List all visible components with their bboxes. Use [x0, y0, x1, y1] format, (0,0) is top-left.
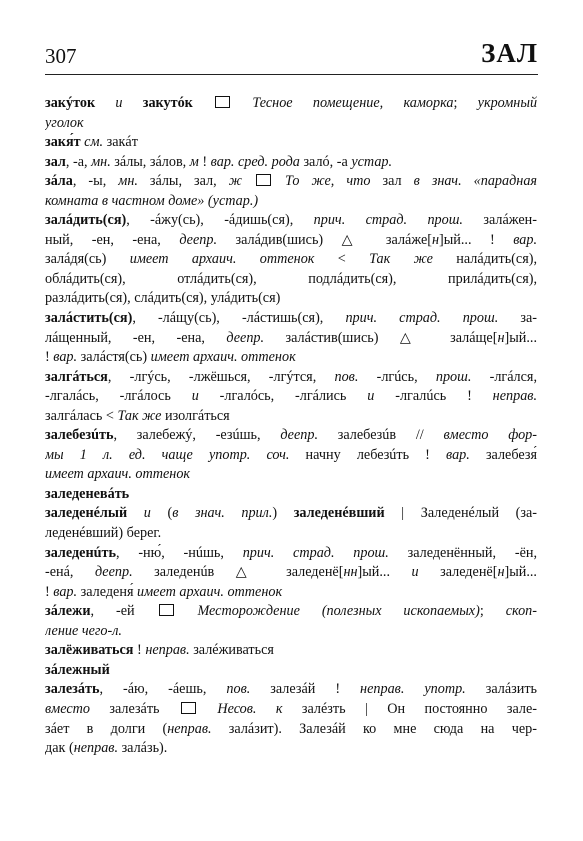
italic-label: пов. [226, 681, 251, 698]
italic-label: и [411, 564, 419, 581]
italic-label: вар. сред. рода [210, 153, 300, 170]
entry-text: залебезúв // [318, 427, 444, 444]
entry-text: ! [198, 153, 211, 170]
italic-label: вар. [446, 446, 470, 463]
entry-line [45, 309, 537, 329]
italic-label: мн. [118, 173, 138, 190]
italic-label: деепр. [94, 564, 133, 581]
entry-text: залéзть | Он постоянно зале- [282, 700, 537, 717]
entry-text: , -áю, -áешь, [99, 681, 227, 698]
headword: заледеневáть [45, 485, 130, 502]
entry-line [45, 407, 537, 427]
italic-label: вместо [45, 700, 90, 717]
italic-label: неправ. [145, 642, 190, 659]
italic-label: м [189, 153, 199, 170]
entry-line [45, 153, 537, 173]
entry-line [45, 192, 537, 212]
entry-text: леденéвший) берег. [45, 525, 162, 542]
entry-text: , -а, [65, 153, 92, 170]
entry-line [45, 211, 537, 231]
headword: заледенéлый [45, 505, 128, 522]
italic-label: То же, что [284, 173, 371, 190]
italic-label: Так же [117, 407, 162, 424]
headword: зáлежи [45, 603, 91, 620]
entry-line [45, 94, 537, 114]
entry-text: ]ый... [357, 564, 412, 581]
entry-line [45, 465, 537, 485]
entry-text: заледенё[ [418, 564, 498, 581]
entry-text: ( [150, 505, 173, 522]
headword: закя́т [45, 134, 81, 151]
entry-line [45, 524, 537, 544]
entry-line [45, 602, 537, 622]
entry-line [45, 348, 537, 368]
italic-label: Так же [369, 251, 433, 268]
entry-text: заледеня́ [77, 583, 138, 600]
headword: залёживаться [45, 642, 134, 659]
italic-label: укромный [477, 95, 537, 111]
italic-label: и [191, 388, 199, 405]
italic-label: уголок [45, 114, 84, 131]
entry-line [45, 133, 537, 153]
entry-text: , -ей [90, 603, 157, 620]
entry-text: | Заледенéлый (за- [384, 505, 537, 522]
entry-text: ]ый... [504, 564, 537, 581]
entry-line [45, 504, 537, 524]
entry-text: -лгалáсь, -лгáлось [45, 388, 192, 405]
entry-text: залáзить [465, 681, 537, 698]
entry-text: , -лáщу(сь), -лáстишь(ся), [132, 310, 346, 327]
entry-text: залéживаться [189, 642, 274, 659]
entry-text: за- [498, 310, 537, 327]
entry-text: разлáдить(ся), слáдить(ся), улáдить(ся) [45, 290, 281, 307]
entry-text: заледенúв △ заледенё[ [132, 564, 344, 581]
italic-label: ж [228, 173, 242, 190]
entry-line [45, 250, 537, 270]
entry-text: налáдить(ся), [432, 251, 537, 268]
italic-label: н [497, 329, 505, 346]
italic-label: и [367, 388, 375, 405]
entry-text: залебезя́ [469, 446, 537, 463]
italic-label: прич. страд. прош. [313, 212, 463, 229]
entry-text: ]ый... [504, 329, 537, 346]
headword: заледенéвший [293, 505, 385, 522]
entry-text: закáт [103, 134, 138, 151]
entry-text: ный, -ен, -ена, [45, 231, 180, 248]
headword: закýток [45, 95, 96, 111]
entry-text: ]ый... ! [439, 231, 514, 248]
italic-label: деепр. [280, 427, 318, 444]
italic-label: Тесное помещение, каморка [252, 95, 454, 111]
entry-text: зáлы, зал, [137, 173, 229, 190]
entry-text: залезáй ! [250, 681, 361, 698]
entry-text: -лгáлся, [471, 368, 537, 385]
italic-label: деепр. [226, 329, 265, 346]
running-head-word: ЗАЛ [481, 38, 538, 68]
entry-text: , -ы, [72, 173, 119, 190]
headword: залáдить(ся) [45, 212, 127, 229]
entry-text: зáет в долги ( [45, 720, 168, 737]
entry-line [45, 270, 537, 290]
italic-label: н [497, 564, 505, 581]
entry-text: начну лебезúть ! [289, 446, 447, 463]
italic-label: комната в частном доме» (устар.) [45, 192, 259, 209]
italic-label: деепр. [179, 231, 218, 248]
entry-text [95, 95, 115, 111]
entry-text [273, 173, 285, 189]
entry-line [45, 368, 537, 388]
entry-text: залó, -а [299, 153, 352, 170]
entry-text: лáщенный, -ен, -ена, [45, 329, 227, 346]
italic-label: устар. [351, 153, 393, 170]
entry-text: залезáть [89, 700, 179, 717]
entry-text: ! [133, 642, 146, 659]
italic-label: вар. [513, 231, 537, 248]
entry-line [45, 485, 537, 505]
italic-label: и [115, 95, 123, 111]
entry-text [127, 505, 144, 521]
italic-label: мн. [91, 153, 111, 170]
italic-label: скоп- [505, 603, 537, 620]
headword: залебезúть [45, 427, 114, 444]
entry-text: залáстя(сь) [77, 349, 151, 366]
entry-line [45, 680, 537, 700]
entry-text: < [314, 251, 370, 268]
entry-text: залáзь). [118, 740, 168, 757]
entry-text [193, 95, 213, 111]
entry-text: заледенённый, -ён, [388, 544, 537, 561]
entry-text [176, 603, 198, 619]
page-header [45, 38, 538, 75]
entry-line [45, 720, 537, 740]
italic-label: неправ. употр. [360, 681, 466, 698]
headword: залгáться [45, 368, 108, 385]
entry-line [45, 426, 537, 446]
italic-label: нн [343, 564, 358, 581]
entry-line [45, 329, 537, 349]
entry-line [45, 544, 537, 564]
entry-line [45, 700, 537, 720]
entry-text: залáжен- [462, 212, 537, 229]
italic-label: н [431, 231, 440, 248]
entry-text: зал [370, 173, 414, 190]
headword: заледенúть [45, 544, 116, 561]
entry-text: ! [45, 349, 54, 366]
entry-text: -енá, [45, 564, 95, 581]
entry-line [45, 231, 537, 251]
entry-line [45, 387, 537, 407]
entry-text: , залебежý, -езúшь, [113, 427, 281, 444]
headword: зал [45, 153, 66, 170]
entry-text: залáзит). Залезáй ко мне сюда на чер- [211, 720, 537, 737]
italic-label: прош. [435, 368, 472, 385]
entry-line [45, 446, 537, 466]
italic-label: вместо фор- [443, 427, 537, 444]
dictionary-entries [45, 94, 537, 759]
entry-text: зáлы, зáлов, [110, 153, 190, 170]
italic-label: прич. страд. прош. [242, 544, 389, 561]
entry-text: залгáлась < [45, 407, 118, 424]
italic-label: имеет архаич. оттенок [137, 583, 283, 600]
entry-text: ; [479, 603, 506, 620]
entry-line [45, 114, 537, 134]
entry-text: -лгалóсь, -лгáлись [198, 388, 368, 405]
headword: закутóк [142, 95, 193, 111]
entry-text: залáстив(шись) △ залáще[ [264, 329, 498, 346]
entry-text [122, 95, 142, 111]
italic-label: неправ. [167, 720, 212, 737]
entry-text: залáдив(шись) △ залáже[ [217, 231, 432, 248]
entry-text: дак ( [45, 740, 74, 757]
italic-label: пов. [334, 368, 359, 385]
page-number: 307 [45, 44, 77, 68]
entry-text: , -áжу(сь), -áдишь(ся), [126, 212, 314, 229]
entry-text [198, 701, 217, 717]
entry-text [242, 173, 254, 189]
entry-line [45, 739, 537, 759]
italic-label: мы 1 л. ед. чаще употр. соч. [45, 446, 290, 463]
entry-text: ) [272, 505, 294, 522]
italic-label: вар. [53, 583, 78, 600]
italic-label: в знач. «парадная [413, 173, 537, 190]
italic-label: прич. страд. прош. [345, 310, 499, 327]
entry-text: -лгúсь, [358, 368, 436, 385]
entry-text: -лгалúсь ! [374, 388, 493, 405]
italic-label: и [143, 505, 151, 522]
entry-line [45, 583, 537, 603]
headword: зáлежный [45, 661, 110, 678]
entry-text: , -ню́, -нúшь, [116, 544, 243, 561]
definition-box-icon [256, 174, 271, 186]
entry-text: ; [453, 95, 478, 111]
italic-label: неправ. [73, 740, 119, 757]
italic-label: в знач. прил. [172, 505, 273, 522]
italic-label: Месторождение (полезных ископаемых) [197, 603, 480, 620]
entry-text: облáдить(ся), отлáдить(ся), подлáдить(ся), прилáдить(ся), [45, 270, 537, 287]
italic-label: Несов. к [217, 700, 283, 717]
italic-label: ление чего-л. [45, 622, 122, 639]
entry-text: изолгáться [161, 407, 230, 424]
headword: зáла [45, 173, 73, 190]
entry-text: залáдя(сь) [45, 251, 130, 268]
italic-label: имеет архаич. оттенок [45, 466, 191, 483]
definition-box-icon [159, 604, 174, 616]
italic-label: см. [84, 134, 104, 151]
italic-label: имеет архаич. оттенок [129, 251, 315, 268]
entry-line [45, 641, 537, 661]
italic-label: имеет архаич. оттенок [150, 349, 296, 366]
entry-text: , -лгýсь, -лжёшься, -лгýтся, [107, 368, 335, 385]
headword: залáстить(ся) [45, 310, 133, 327]
entry-text: ! [45, 583, 54, 600]
entry-line [45, 661, 537, 681]
headword: залезáть [45, 681, 100, 698]
italic-label: вар. [53, 349, 78, 366]
entry-line [45, 563, 537, 583]
entry-text [232, 95, 252, 111]
italic-label: неправ. [492, 388, 537, 405]
entry-line [45, 622, 537, 642]
definition-box-icon [215, 96, 230, 108]
definition-box-icon [181, 702, 196, 714]
entry-line [45, 172, 537, 192]
entry-line [45, 289, 537, 309]
